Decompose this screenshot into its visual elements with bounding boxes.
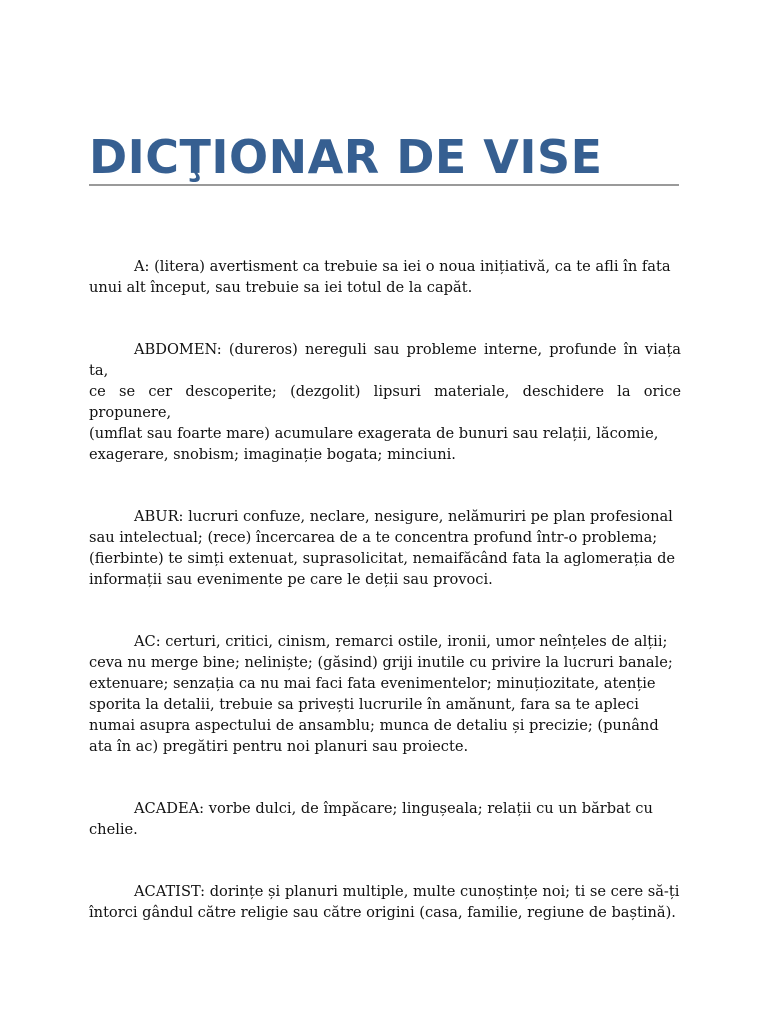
page-title: DICŢIONAR DE VISE [89, 130, 603, 184]
dictionary-entry-a: A: (litera) avertisment ca trebuie sa iei o noua inițiativă, ca te afli în fata unui alt început, sau trebuie sa iei totul de la capăt. [89, 258, 671, 296]
dictionary-entry-abur: ABUR: lucruri confuze, neclare, nesigure, nelămuriri pe plan profesional sau intelectual; (rece) încercarea de a te concentra profund într-o problema; (fierbinte) te simți extenuat, suprasolicitat, nemaifăcând fata la aglomerația de informații sau evenimente pe care le deții sau provoci. [89, 508, 676, 588]
dictionary-entry-ac: AC: certuri, critici, cinism, remarci ostile, ironii, umor neînțeles de alții; ceva nu merge bine; neliniște; (găsind) griji inutile cu privire la lucruri banale; extenuare; senzația ca nu mai faci fata evenimentelor; minuțiozitate, atenție sporita la detalii, trebuie sa privești lucrurile în amănunt, fara sa te apleci numai asupra aspectului de ansamblu; munca de detaliu și precizie; (punând ata în ac) pregătiri pentru noi planuri sau proiecte. [89, 633, 673, 755]
dictionary-entry-abdomen: ABDOMEN: (dureros) nereguli sau probleme interne, profunde în viața ta, ce se cer descoperite; (dezgolit) lipsuri materiale, deschidere la orice propunere, (umflat sau foarte mare) acumulare exagerata de bunuri sau relații, lăcomie, exagerare, snobism; imaginație bogata; minciuni. [89, 341, 681, 463]
dictionary-entry-acadea: ACADEA: vorbe dulci, de împăcare; lingușeala; relații cu un bărbat cu chelie. [89, 800, 653, 838]
title-divider [89, 184, 679, 186]
dictionary-entries [89, 256, 681, 923]
dictionary-entry-acatist: ACATIST: dorințe și planuri multiple, multe cunoștințe noi; ti se cere să-ți întorci gândul către religie sau către origini (casa, familie, regiune de baștină). [89, 883, 680, 921]
